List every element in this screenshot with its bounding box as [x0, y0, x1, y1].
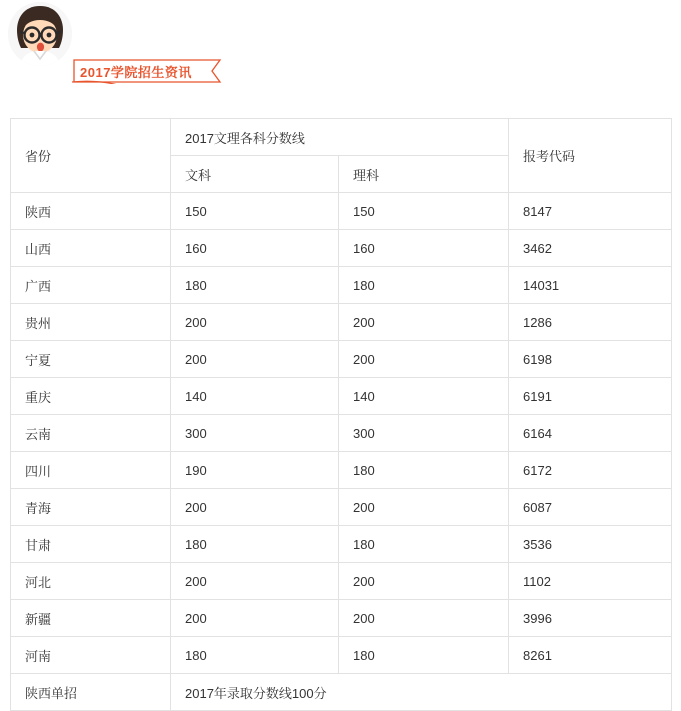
avatar [8, 2, 72, 66]
cell-wenke: 160 [171, 230, 339, 267]
cell-province: 河南 [11, 637, 171, 674]
cell-code: 1102 [509, 563, 672, 600]
cell-wenke: 180 [171, 637, 339, 674]
cell-province: 贵州 [11, 304, 171, 341]
cell-wenke: 300 [171, 415, 339, 452]
cell-wenke: 190 [171, 452, 339, 489]
cell-code: 3536 [509, 526, 672, 563]
cell-like: 200 [339, 489, 509, 526]
cell-like: 180 [339, 526, 509, 563]
cell-province: 陕西 [11, 193, 171, 230]
cell-province: 重庆 [11, 378, 171, 415]
page-header [0, 0, 681, 110]
table-header-row-1 [11, 119, 672, 156]
table-row [11, 526, 672, 563]
cell-wenke: 200 [171, 304, 339, 341]
cell-wenke: 180 [171, 526, 339, 563]
cell-like: 180 [339, 267, 509, 304]
cell-code: 6198 [509, 341, 672, 378]
cell-code: 8147 [509, 193, 672, 230]
cell-code: 14031 [509, 267, 672, 304]
cell-code: 3996 [509, 600, 672, 637]
cell-province: 山西 [11, 230, 171, 267]
table-row [11, 415, 672, 452]
cell-wenke: 140 [171, 378, 339, 415]
cell-code: 3462 [509, 230, 672, 267]
table-row [11, 489, 672, 526]
cell-wenke: 200 [171, 563, 339, 600]
cell-like: 200 [339, 600, 509, 637]
cell-province-special: 陕西单招 [11, 674, 171, 711]
score-table [10, 118, 672, 711]
cell-like: 300 [339, 415, 509, 452]
cell-code: 1286 [509, 304, 672, 341]
cell-wenke: 150 [171, 193, 339, 230]
cell-like: 160 [339, 230, 509, 267]
table-row [11, 563, 672, 600]
table-body [11, 193, 672, 711]
header-score-group: 2017文理各科分数线 [171, 119, 509, 156]
table-row [11, 452, 672, 489]
header-like: 理科 [339, 156, 509, 193]
cell-special-note: 2017年录取分数线100分 [171, 674, 672, 711]
table-row [11, 304, 672, 341]
table-row [11, 193, 672, 230]
cell-province: 广西 [11, 267, 171, 304]
cell-wenke: 200 [171, 489, 339, 526]
cell-province: 宁夏 [11, 341, 171, 378]
cell-province: 甘肃 [11, 526, 171, 563]
score-table-container [10, 118, 671, 711]
header-province: 省份 [11, 119, 171, 193]
cell-wenke: 200 [171, 600, 339, 637]
banner-title: 2017学院招生资讯 [80, 65, 192, 80]
cell-code: 6164 [509, 415, 672, 452]
table-row [11, 267, 672, 304]
cell-province: 新疆 [11, 600, 171, 637]
cell-code: 6172 [509, 452, 672, 489]
header-code: 报考代码 [509, 119, 672, 193]
table-row [11, 341, 672, 378]
cell-province: 青海 [11, 489, 171, 526]
cell-province: 河北 [11, 563, 171, 600]
cell-like: 200 [339, 563, 509, 600]
cell-province: 四川 [11, 452, 171, 489]
cell-code: 6087 [509, 489, 672, 526]
table-row [11, 230, 672, 267]
cell-like: 180 [339, 452, 509, 489]
table-row [11, 378, 672, 415]
cell-province: 云南 [11, 415, 171, 452]
cell-like: 150 [339, 193, 509, 230]
cell-code: 8261 [509, 637, 672, 674]
cell-like: 200 [339, 341, 509, 378]
cell-like: 180 [339, 637, 509, 674]
table-row [11, 637, 672, 674]
cell-wenke: 200 [171, 341, 339, 378]
cell-code: 6191 [509, 378, 672, 415]
cell-like: 140 [339, 378, 509, 415]
table-head [11, 119, 672, 193]
cell-wenke: 180 [171, 267, 339, 304]
cell-like: 200 [339, 304, 509, 341]
table-row [11, 600, 672, 637]
header-wenke: 文科 [171, 156, 339, 193]
